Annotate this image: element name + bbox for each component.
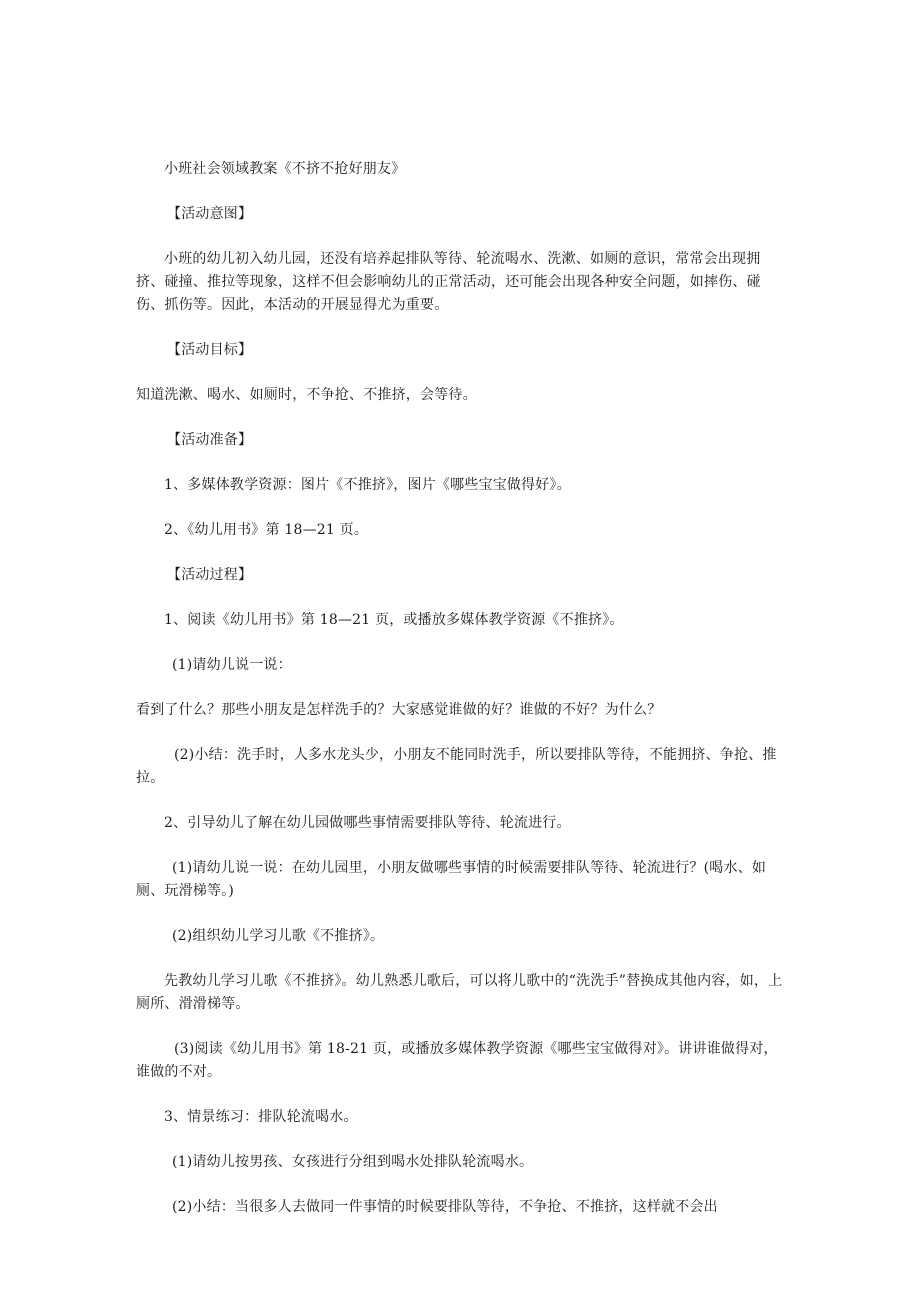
process-step-1: 1、阅读《幼儿用书》第 18—21 页，或播放多媒体教学资源《不推挤》。 (164, 612, 624, 628)
process-step-3-1: (1)请幼儿按男孩、女孩进行分组到喝水处排队轮流喝水。 (172, 1154, 534, 1170)
process-step-3: 3、情景练习：排队轮流喝水。 (164, 1109, 358, 1125)
section-heading-intent: 【活动意图】 (167, 206, 253, 222)
process-step-1-1-text: 看到了什么？那些小朋友是怎样洗手的？大家感觉谁做的好？谁做的不好？为什么？ (136, 702, 662, 718)
section-heading-goal: 【活动目标】 (167, 342, 253, 358)
process-step-1-2: (2)小结：洗手时，人多水龙头少，小朋友不能同时洗手，所以要排队等待，不能拥挤、争抢、推拉。 (136, 747, 777, 786)
process-step-2-3: (3)阅读《幼儿用书》第 18-21 页，或播放多媒体教学资源《哪些宝宝做得对》。讲讲谁做得对，谁做的不对。 (136, 1041, 778, 1080)
process-step-2-2-text: 先教幼儿学习儿歌《不推挤》。幼儿熟悉儿歌后，可以将儿歌中的“洗洗手”替换成其他内容，如，上厕所、滑滑梯等。 (136, 973, 783, 1012)
document-title: 小班社会领域教案《不挤不抢好朋友》 (164, 161, 406, 177)
process-step-2: 2、引导幼儿了解在幼儿园做哪些事情需要排队等待、轮流进行。 (164, 815, 571, 831)
goal-paragraph: 知道洗漱、喝水、如厕时，不争抢、不推挤，会等待。 (136, 387, 477, 403)
document-body (136, 158, 786, 1219)
process-step-1-1: (1)请幼儿说一说： (172, 657, 292, 673)
process-step-2-1: (1)请幼儿说一说：在幼儿园里，小朋友做哪些事情的时候需要排队等待、轮流进行？(喝水、如厕、玩滑梯等。) (136, 860, 767, 899)
section-heading-prep: 【活动准备】 (167, 432, 253, 448)
prep-item-2: 2、《幼儿用书》第 18—21 页。 (164, 522, 369, 538)
prep-item-1: 1、多媒体教学资源：图片《不推挤》，图片《哪些宝宝做得好》。 (164, 477, 571, 493)
process-step-2-2: (2)组织幼儿学习儿歌《不推挤》。 (172, 928, 385, 944)
intent-paragraph: 小班的幼儿初入幼儿园，还没有培养起排队等待、轮流喝水、洗漱、如厕的意识，常常会出现拥挤、碰撞、推拉等现象，这样不但会影响幼儿的正常活动，还可能会出现各种安全问题，如摔伤、碰伤、抓伤等。因此，本活动的开展显得尤为重要。 (136, 251, 761, 313)
section-heading-process: 【活动过程】 (167, 567, 253, 583)
process-step-3-2: (2)小结：当很多人去做同一件事情的时候要排队等待，不争抢、不推挤，这样就不会出 (172, 1199, 718, 1215)
